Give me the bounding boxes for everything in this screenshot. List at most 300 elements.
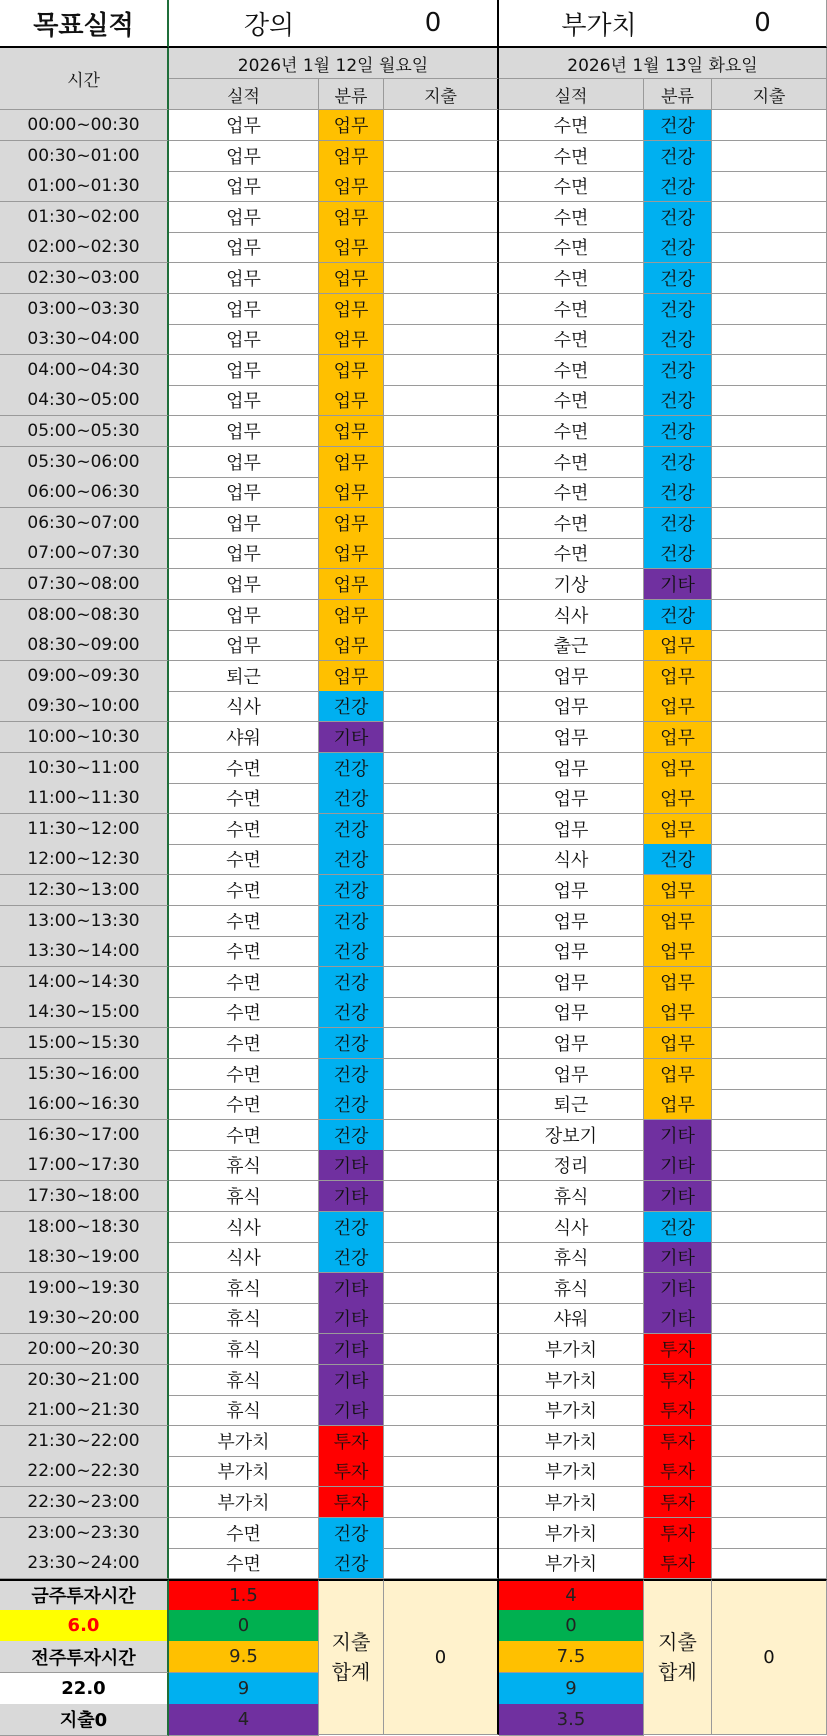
category-cell[interactable]: 기타 (644, 1150, 712, 1181)
result-cell[interactable]: 수면 (499, 385, 644, 416)
category-cell[interactable]: 건강 (644, 141, 712, 172)
result-cell[interactable]: 업무 (499, 997, 644, 1028)
category-cell[interactable]: 업무 (644, 691, 712, 722)
expense-cell[interactable] (712, 508, 827, 539)
result-cell[interactable]: 업무 (169, 447, 319, 478)
result-cell[interactable]: 장보기 (499, 1120, 644, 1151)
result-cell[interactable]: 수면 (499, 171, 644, 202)
category-cell[interactable]: 건강 (319, 691, 384, 722)
category-cell[interactable]: 업무 (644, 875, 712, 906)
expense-cell[interactable] (712, 997, 827, 1028)
category-cell[interactable]: 업무 (319, 600, 384, 631)
category-cell[interactable]: 투자 (644, 1426, 712, 1457)
time-slot: 00:30~01:00 (0, 141, 169, 172)
expense-cell[interactable] (384, 232, 499, 263)
expense-cell[interactable] (384, 691, 499, 722)
expense-cell[interactable] (712, 569, 827, 600)
expense-cell[interactable] (384, 875, 499, 906)
result-cell[interactable]: 업무 (169, 294, 319, 325)
expense-cell[interactable] (384, 1212, 499, 1243)
category-cell[interactable]: 업무 (644, 997, 712, 1028)
result-cell[interactable]: 수면 (169, 1028, 319, 1059)
category-cell[interactable]: 업무 (319, 385, 384, 416)
category-cell[interactable]: 건강 (644, 508, 712, 539)
expense-cell[interactable] (384, 538, 499, 569)
result-cell[interactable]: 식사 (169, 1212, 319, 1243)
time-slot: 06:00~06:30 (0, 477, 169, 508)
category-cell[interactable]: 투자 (644, 1487, 712, 1518)
result-cell[interactable]: 업무 (169, 141, 319, 172)
category-cell[interactable]: 건강 (644, 232, 712, 263)
expense-cell[interactable] (712, 1548, 827, 1579)
right-activity[interactable]: 부가치 (499, 0, 699, 48)
result-cell[interactable]: 수면 (169, 1089, 319, 1120)
result-cell[interactable]: 업무 (499, 753, 644, 784)
expense-cell[interactable] (712, 1089, 827, 1120)
day2-date: 2026년 1월 13일 화요일 (499, 48, 827, 79)
expense-cell[interactable] (384, 385, 499, 416)
category-cell[interactable]: 업무 (319, 538, 384, 569)
result-cell[interactable]: 업무 (169, 385, 319, 416)
category-cell[interactable]: 건강 (319, 1242, 384, 1273)
result-cell[interactable]: 업무 (499, 783, 644, 814)
category-cell[interactable]: 업무 (319, 202, 384, 233)
result-cell[interactable]: 수면 (169, 1518, 319, 1549)
expense-cell[interactable] (712, 294, 827, 325)
category-cell[interactable]: 업무 (319, 141, 384, 172)
expense-cell[interactable] (712, 355, 827, 386)
expense-cell[interactable] (384, 722, 499, 753)
result-cell[interactable]: 휴식 (169, 1303, 319, 1334)
result-cell[interactable]: 정리 (499, 1150, 644, 1181)
result-cell[interactable]: 퇴근 (499, 1089, 644, 1120)
expense-cell[interactable] (712, 875, 827, 906)
category-cell[interactable]: 투자 (644, 1548, 712, 1579)
result-cell[interactable]: 수면 (499, 324, 644, 355)
expense-cell[interactable] (384, 600, 499, 631)
expense-cell[interactable] (712, 722, 827, 753)
category-cell[interactable]: 투자 (644, 1456, 712, 1487)
category-cell[interactable]: 건강 (644, 416, 712, 447)
result-cell[interactable]: 수면 (169, 1059, 319, 1090)
category-cell[interactable]: 건강 (319, 753, 384, 784)
category-cell[interactable]: 기타 (319, 1150, 384, 1181)
expense-cell[interactable] (384, 1487, 499, 1518)
result-cell[interactable]: 수면 (169, 906, 319, 937)
category-cell[interactable]: 투자 (319, 1426, 384, 1457)
category-cell[interactable]: 업무 (319, 171, 384, 202)
summary-value: 9 (169, 1673, 319, 1705)
expense-cell[interactable] (712, 477, 827, 508)
result-cell[interactable]: 식사 (169, 1242, 319, 1273)
result-cell[interactable]: 부가치 (499, 1456, 644, 1487)
category-cell[interactable]: 업무 (644, 906, 712, 937)
expense-cell[interactable] (712, 447, 827, 478)
expense-cell[interactable] (712, 1212, 827, 1243)
expense-cell[interactable] (712, 202, 827, 233)
category-cell[interactable]: 기타 (644, 1120, 712, 1151)
result-cell[interactable]: 수면 (499, 232, 644, 263)
expense-cell[interactable] (384, 324, 499, 355)
category-cell[interactable]: 기타 (319, 1273, 384, 1304)
result-cell[interactable]: 업무 (169, 232, 319, 263)
category-cell[interactable]: 업무 (644, 630, 712, 661)
result-cell[interactable]: 부가치 (169, 1456, 319, 1487)
category-cell[interactable]: 건강 (319, 783, 384, 814)
expense-cell[interactable] (712, 538, 827, 569)
category-cell[interactable]: 건강 (319, 1028, 384, 1059)
category-cell[interactable]: 기타 (644, 1242, 712, 1273)
result-cell[interactable]: 부가치 (169, 1426, 319, 1457)
result-cell[interactable]: 업무 (169, 477, 319, 508)
expense-cell[interactable] (712, 691, 827, 722)
category-cell[interactable]: 건강 (319, 936, 384, 967)
result-cell[interactable]: 부가치 (499, 1426, 644, 1457)
expense-cell[interactable] (384, 814, 499, 845)
result-cell[interactable]: 휴식 (499, 1242, 644, 1273)
expense-cell[interactable] (384, 202, 499, 233)
expense-cell[interactable] (712, 263, 827, 294)
expense-cell[interactable] (712, 814, 827, 845)
expense-cell[interactable] (384, 1150, 499, 1181)
result-cell[interactable]: 부가치 (499, 1487, 644, 1518)
category-cell[interactable]: 업무 (319, 569, 384, 600)
category-cell[interactable]: 건강 (644, 294, 712, 325)
result-cell[interactable]: 휴식 (499, 1181, 644, 1212)
category-cell[interactable]: 건강 (644, 447, 712, 478)
expense-cell[interactable] (384, 477, 499, 508)
result-cell[interactable]: 업무 (169, 600, 319, 631)
expense-cell[interactable] (384, 1365, 499, 1396)
category-cell[interactable]: 건강 (644, 477, 712, 508)
expense-cell[interactable] (712, 753, 827, 784)
result-cell[interactable]: 수면 (499, 416, 644, 447)
result-cell[interactable]: 식사 (499, 844, 644, 875)
category-cell[interactable]: 업무 (319, 324, 384, 355)
result-cell[interactable]: 수면 (499, 141, 644, 172)
expense-cell[interactable] (384, 1120, 499, 1151)
expense-cell[interactable] (712, 1334, 827, 1365)
category-cell[interactable]: 업무 (644, 661, 712, 692)
expense-cell[interactable] (384, 508, 499, 539)
result-cell[interactable]: 수면 (169, 783, 319, 814)
result-cell[interactable]: 업무 (169, 263, 319, 294)
expense-cell[interactable] (712, 1059, 827, 1090)
result-cell[interactable]: 휴식 (499, 1273, 644, 1304)
category-cell[interactable]: 건강 (644, 202, 712, 233)
category-cell[interactable]: 기타 (319, 722, 384, 753)
result-cell[interactable]: 업무 (499, 691, 644, 722)
category-cell[interactable]: 업무 (319, 416, 384, 447)
category-cell[interactable]: 투자 (644, 1518, 712, 1549)
expense-cell[interactable] (384, 1303, 499, 1334)
category-cell[interactable]: 건강 (319, 844, 384, 875)
category-cell[interactable]: 건강 (319, 1120, 384, 1151)
expense-cell[interactable] (712, 1303, 827, 1334)
result-cell[interactable]: 샤워 (169, 722, 319, 753)
result-cell[interactable]: 업무 (499, 906, 644, 937)
category-cell[interactable]: 업무 (644, 753, 712, 784)
expense-cell[interactable] (712, 1120, 827, 1151)
category-cell[interactable]: 업무 (319, 294, 384, 325)
category-cell[interactable]: 건강 (319, 1089, 384, 1120)
result-cell[interactable]: 수면 (169, 844, 319, 875)
result-cell[interactable]: 수면 (499, 263, 644, 294)
result-cell[interactable]: 업무 (169, 569, 319, 600)
expense-cell[interactable] (384, 661, 499, 692)
category-cell[interactable]: 건강 (644, 844, 712, 875)
expense-cell[interactable] (384, 844, 499, 875)
category-cell[interactable]: 업무 (319, 447, 384, 478)
result-cell[interactable]: 업무 (169, 538, 319, 569)
category-cell[interactable]: 업무 (319, 263, 384, 294)
expense-cell[interactable] (712, 1426, 827, 1457)
expense-cell[interactable] (384, 110, 499, 141)
result-cell[interactable]: 수면 (499, 538, 644, 569)
result-cell[interactable]: 기상 (499, 569, 644, 600)
expense-cell[interactable] (712, 1028, 827, 1059)
left-value[interactable]: 0 (369, 0, 499, 48)
category-cell[interactable]: 업무 (644, 1028, 712, 1059)
result-cell[interactable]: 수면 (169, 1548, 319, 1579)
category-cell[interactable]: 건강 (644, 324, 712, 355)
result-cell[interactable]: 샤워 (499, 1303, 644, 1334)
expense-cell[interactable] (384, 783, 499, 814)
result-cell[interactable]: 업무 (169, 508, 319, 539)
category-cell[interactable]: 기타 (644, 569, 712, 600)
result-cell[interactable]: 수면 (499, 294, 644, 325)
expense-cell[interactable] (712, 1365, 827, 1396)
expense-cell[interactable] (384, 416, 499, 447)
expense-cell[interactable] (712, 783, 827, 814)
category-cell[interactable]: 기타 (319, 1334, 384, 1365)
category-cell[interactable]: 건강 (319, 814, 384, 845)
category-cell[interactable]: 업무 (319, 661, 384, 692)
result-cell[interactable]: 수면 (169, 936, 319, 967)
category-cell[interactable]: 건강 (644, 355, 712, 386)
category-cell[interactable]: 건강 (319, 1548, 384, 1579)
category-cell[interactable]: 투자 (319, 1487, 384, 1518)
expense-cell[interactable] (712, 232, 827, 263)
category-cell[interactable]: 기타 (319, 1303, 384, 1334)
result-cell[interactable]: 업무 (169, 355, 319, 386)
expense-cell[interactable] (384, 936, 499, 967)
result-cell[interactable]: 수면 (169, 875, 319, 906)
expense-cell[interactable] (712, 630, 827, 661)
category-cell[interactable]: 투자 (644, 1395, 712, 1426)
expense-cell[interactable] (712, 1242, 827, 1273)
category-cell[interactable]: 업무 (644, 1089, 712, 1120)
category-cell[interactable]: 건강 (644, 171, 712, 202)
expense-cell[interactable] (712, 171, 827, 202)
result-cell[interactable]: 출근 (499, 630, 644, 661)
expense-cell[interactable] (712, 141, 827, 172)
result-cell[interactable]: 업무 (499, 1059, 644, 1090)
result-cell[interactable]: 업무 (499, 722, 644, 753)
expense-cell[interactable] (712, 906, 827, 937)
expense-cell[interactable] (712, 1273, 827, 1304)
expense-cell[interactable] (712, 661, 827, 692)
expense-cell[interactable] (712, 844, 827, 875)
category-cell[interactable]: 업무 (319, 630, 384, 661)
expense-cell[interactable] (384, 447, 499, 478)
result-cell[interactable]: 부가치 (499, 1518, 644, 1549)
expense-cell[interactable] (712, 324, 827, 355)
expense-cell[interactable] (384, 171, 499, 202)
category-cell[interactable]: 건강 (644, 110, 712, 141)
category-cell[interactable]: 기타 (644, 1181, 712, 1212)
expense-cell[interactable] (384, 294, 499, 325)
expense-cell[interactable] (712, 1181, 827, 1212)
category-cell[interactable]: 건강 (319, 1059, 384, 1090)
result-cell[interactable]: 식사 (169, 691, 319, 722)
right-value[interactable]: 0 (699, 0, 827, 48)
expense-cell[interactable] (384, 1028, 499, 1059)
result-cell[interactable]: 수면 (169, 814, 319, 845)
result-cell[interactable]: 업무 (169, 416, 319, 447)
category-cell[interactable]: 건강 (319, 1212, 384, 1243)
result-cell[interactable]: 부가치 (499, 1334, 644, 1365)
category-cell[interactable]: 건강 (319, 997, 384, 1028)
category-cell[interactable]: 투자 (319, 1456, 384, 1487)
category-cell[interactable]: 업무 (319, 508, 384, 539)
expense-cell[interactable] (712, 416, 827, 447)
result-cell[interactable]: 업무 (499, 936, 644, 967)
result-cell[interactable]: 휴식 (169, 1365, 319, 1396)
category-cell[interactable]: 건강 (644, 263, 712, 294)
expense-cell[interactable] (384, 569, 499, 600)
expense-cell[interactable] (712, 1518, 827, 1549)
result-cell[interactable]: 수면 (499, 477, 644, 508)
expense-cell[interactable] (384, 1242, 499, 1273)
result-cell[interactable]: 수면 (169, 753, 319, 784)
result-cell[interactable]: 업무 (499, 967, 644, 998)
expense-cell[interactable] (384, 263, 499, 294)
category-cell[interactable]: 건강 (319, 967, 384, 998)
time-slot: 07:00~07:30 (0, 538, 169, 569)
result-cell[interactable]: 휴식 (169, 1395, 319, 1426)
expense-cell[interactable] (712, 1487, 827, 1518)
result-cell[interactable]: 휴식 (169, 1181, 319, 1212)
result-cell[interactable]: 퇴근 (169, 661, 319, 692)
expense-cell[interactable] (384, 1395, 499, 1426)
expense-cell[interactable] (712, 967, 827, 998)
expense-cell[interactable] (712, 600, 827, 631)
result-cell[interactable]: 부가치 (499, 1548, 644, 1579)
result-cell[interactable]: 식사 (499, 1212, 644, 1243)
expense-cell[interactable] (384, 753, 499, 784)
category-cell[interactable]: 건강 (319, 875, 384, 906)
result-cell[interactable]: 수면 (169, 967, 319, 998)
result-cell[interactable]: 수면 (169, 1120, 319, 1151)
result-cell[interactable]: 휴식 (169, 1150, 319, 1181)
result-cell[interactable]: 수면 (499, 202, 644, 233)
result-cell[interactable]: 업무 (169, 630, 319, 661)
expense-cell[interactable] (712, 1150, 827, 1181)
category-cell[interactable]: 건강 (644, 1212, 712, 1243)
expense-cell[interactable] (384, 1273, 499, 1304)
expense-cell[interactable] (384, 1181, 499, 1212)
result-cell[interactable]: 업무 (499, 814, 644, 845)
category-cell[interactable]: 건강 (319, 1518, 384, 1549)
category-cell[interactable]: 업무 (644, 936, 712, 967)
category-cell[interactable]: 투자 (644, 1365, 712, 1396)
expense-cell[interactable] (384, 1518, 499, 1549)
expense-cell[interactable] (712, 1395, 827, 1426)
category-cell[interactable]: 업무 (644, 1059, 712, 1090)
category-cell[interactable]: 투자 (644, 1334, 712, 1365)
result-cell[interactable]: 수면 (499, 110, 644, 141)
expense-cell[interactable] (384, 1456, 499, 1487)
category-cell[interactable]: 건강 (644, 385, 712, 416)
expense-cell[interactable] (712, 1456, 827, 1487)
time-slot: 18:30~19:00 (0, 1242, 169, 1273)
left-activity[interactable]: 강의 (169, 0, 369, 48)
category-cell[interactable]: 건강 (319, 906, 384, 937)
result-cell[interactable]: 수면 (499, 355, 644, 386)
category-cell[interactable]: 업무 (319, 477, 384, 508)
result-cell[interactable]: 업무 (169, 110, 319, 141)
category-cell[interactable]: 기타 (644, 1303, 712, 1334)
expense-cell[interactable] (384, 906, 499, 937)
result-cell[interactable]: 휴식 (169, 1334, 319, 1365)
expense-cell[interactable] (384, 1548, 499, 1579)
expense-cell[interactable] (384, 1334, 499, 1365)
expense-cell[interactable] (712, 110, 827, 141)
category-cell[interactable]: 업무 (644, 814, 712, 845)
expense-cell[interactable] (712, 936, 827, 967)
expense-cell[interactable] (384, 1089, 499, 1120)
result-cell[interactable]: 부가치 (499, 1365, 644, 1396)
category-cell[interactable]: 건강 (644, 538, 712, 569)
category-cell[interactable]: 기타 (319, 1181, 384, 1212)
time-slot: 10:00~10:30 (0, 722, 169, 753)
category-cell[interactable]: 업무 (319, 355, 384, 386)
result-cell[interactable]: 수면 (499, 447, 644, 478)
result-cell[interactable]: 부가치 (499, 1395, 644, 1426)
result-cell[interactable]: 업무 (499, 875, 644, 906)
result-cell[interactable]: 식사 (499, 600, 644, 631)
result-cell[interactable]: 수면 (499, 508, 644, 539)
result-cell[interactable]: 업무 (169, 324, 319, 355)
time-slot: 05:00~05:30 (0, 416, 169, 447)
expense-cell[interactable] (384, 997, 499, 1028)
category-cell[interactable]: 업무 (319, 110, 384, 141)
result-cell[interactable]: 업무 (169, 171, 319, 202)
category-cell[interactable]: 기타 (319, 1365, 384, 1396)
category-cell[interactable]: 기타 (319, 1395, 384, 1426)
expense-cell[interactable] (384, 967, 499, 998)
result-cell[interactable]: 업무 (499, 661, 644, 692)
expense-cell[interactable] (384, 141, 499, 172)
expense-cell[interactable] (384, 1059, 499, 1090)
result-cell[interactable]: 부가치 (169, 1487, 319, 1518)
result-cell[interactable]: 업무 (169, 202, 319, 233)
expense-cell[interactable] (384, 355, 499, 386)
expense-cell[interactable] (384, 1426, 499, 1457)
category-cell[interactable]: 업무 (644, 967, 712, 998)
category-cell[interactable]: 업무 (319, 232, 384, 263)
category-cell[interactable]: 건강 (644, 600, 712, 631)
category-cell[interactable]: 업무 (644, 722, 712, 753)
result-cell[interactable]: 업무 (499, 1028, 644, 1059)
result-cell[interactable]: 휴식 (169, 1273, 319, 1304)
result-cell[interactable]: 수면 (169, 997, 319, 1028)
category-cell[interactable]: 기타 (644, 1273, 712, 1304)
category-cell[interactable]: 업무 (644, 783, 712, 814)
expense-cell[interactable] (384, 630, 499, 661)
expense-cell[interactable] (712, 385, 827, 416)
